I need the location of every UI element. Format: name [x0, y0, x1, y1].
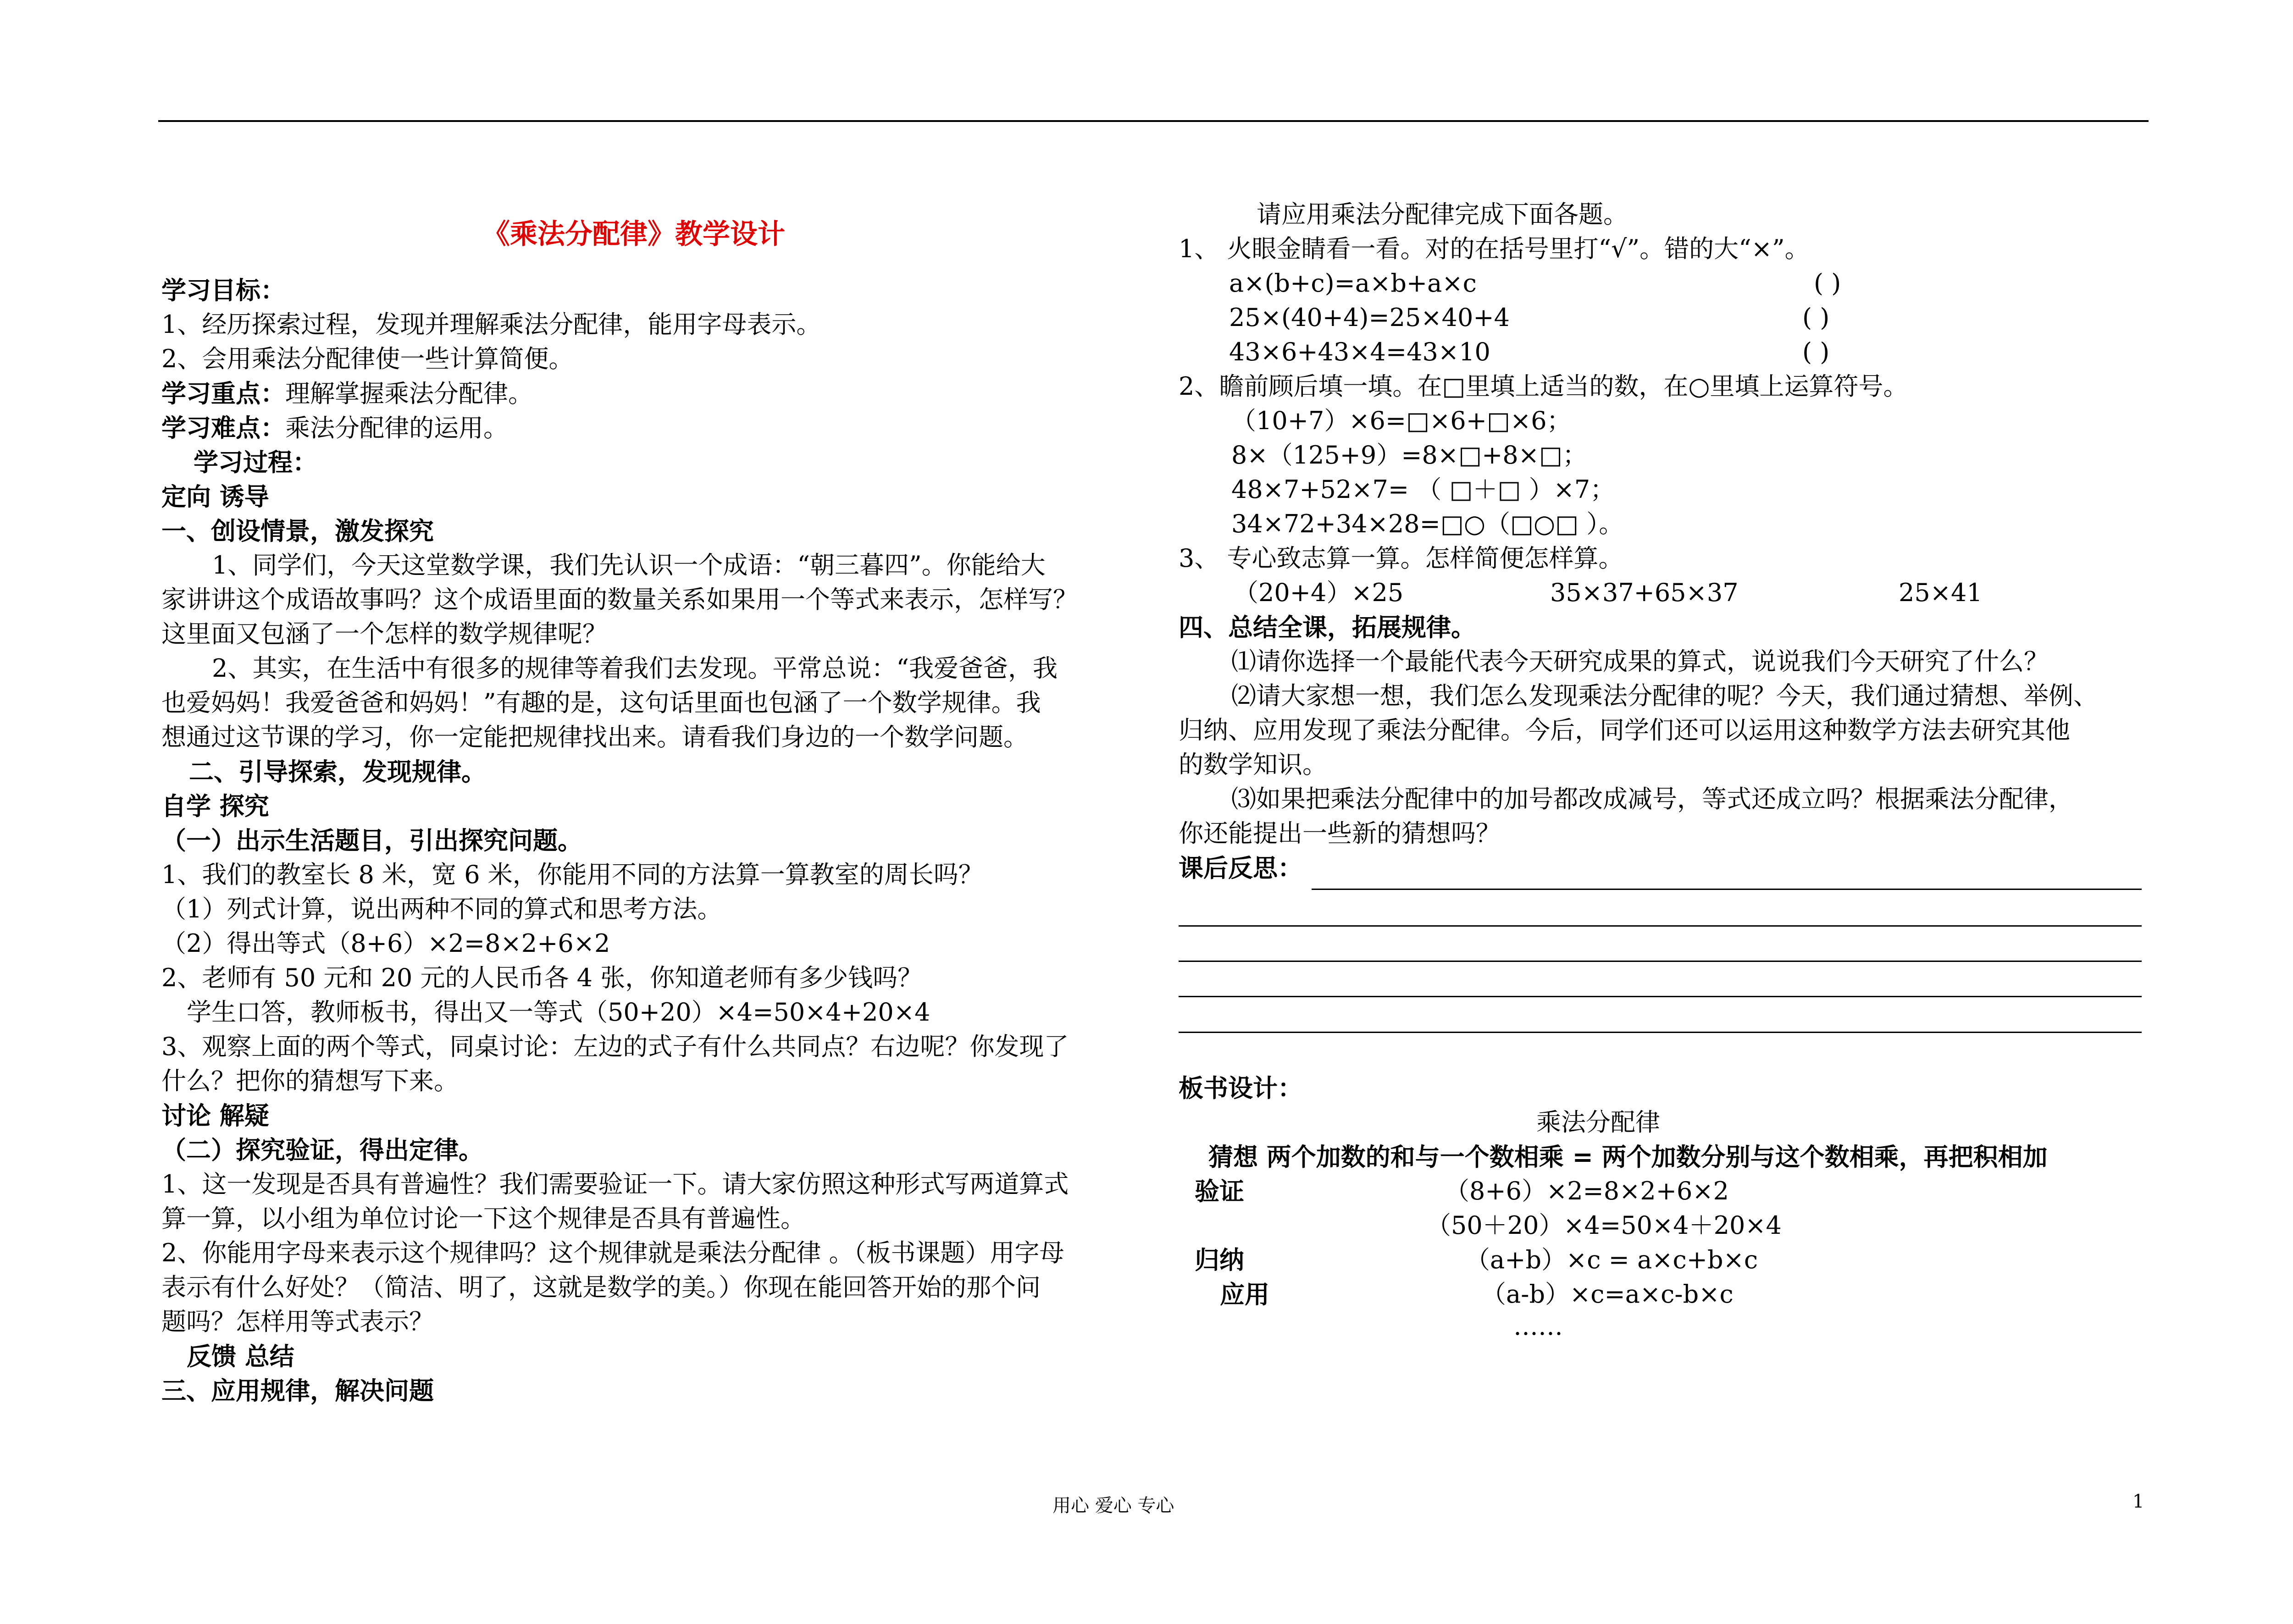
exercise-1b: 25×(40+4)=25×40+4: [1229, 303, 1510, 332]
summary-2-line-2: 归纳、应用发现了乘法分配律。今后，同学们还可以运用这种数学方法去研究其他: [1179, 716, 2070, 745]
exercise-1c-paren: ( ): [1802, 337, 1830, 366]
board-induce-label: 归纳: [1195, 1245, 1244, 1275]
section-3-heading: 三、应用规律，解决问题: [161, 1376, 434, 1405]
reflection-line-3: [1179, 961, 2142, 962]
exercise-3c: 25×41: [1899, 578, 1983, 607]
subsection-2-heading: （二）探究验证，得出定律。: [161, 1135, 483, 1165]
goal-2: 2、会用乘法分配律使一些计算简便。: [161, 344, 574, 373]
paragraph-2-line-1: 2、其实，在生活中有很多的规律等着我们去发现。平常总说：“我爱爸爸，我: [212, 654, 1058, 683]
question-1: 1、我们的教室长 8 米，宽 6 米，你能用不同的方法算一算教室的周长吗？: [161, 860, 983, 889]
board-verify-label: 验证: [1195, 1177, 1244, 1206]
paragraph-1-line-3: 这里面又包涵了一个怎样的数学规律呢？: [161, 619, 607, 648]
focus-row: [161, 378, 533, 409]
top-rule: [158, 120, 2149, 122]
board-verify-2: （50＋20）×4=50×4＋20×4: [1426, 1211, 1782, 1240]
difficulty-row: [161, 413, 508, 443]
question-1a: （1）列式计算，说出两种不同的算式和思考方法。: [161, 895, 722, 923]
exercise-2: 2、瞻前顾后填一填。在□里填上适当的数，在○里填上运算符号。: [1179, 372, 1908, 401]
goal-1: 1、经历探索过程，发现并理解乘法分配律，能用字母表示。: [161, 310, 821, 339]
step-feedback: 反馈 总结: [187, 1342, 294, 1371]
exercise-2d: 34×72+34×28=□○（□○□ ）。: [1231, 509, 1624, 538]
exercise-2b: 8×（125+9）=8×□+8×□；: [1231, 441, 1588, 470]
focus-text: 理解掌握乘法分配律。: [285, 379, 533, 408]
board-guess: 猜想 两个加数的和与一个数相乘 = 两个加数分别与这个数相乘，再把积相加: [1208, 1142, 2048, 1171]
process-heading: 学习过程：: [194, 447, 317, 477]
step-guide: 定向 诱导: [161, 482, 269, 511]
board-title: 乘法分配律: [1536, 1108, 1660, 1137]
paragraph-2-line-2: 也爱妈妈！我爱爸爸和妈妈！”有趣的是，这句话里面也包涵了一个数学规律。我: [161, 688, 1041, 717]
verify-2-line-2: 表示有什么好处？（简洁、明了，这就是数学的美。）你现在能回答开始的那个问: [161, 1273, 1041, 1302]
difficulty-text: 乘法分配律的运用。: [285, 414, 508, 442]
question-3-line-2: 什么？把你的猜想写下来。: [161, 1066, 459, 1095]
question-1b: （2）得出等式（8+6）×2=8×2+6×2: [161, 929, 610, 958]
goals-heading: 学习目标：: [161, 276, 285, 305]
exercise-1a: a×(b+c)=a×b+a×c: [1229, 269, 1477, 298]
section-4-heading: 四、总结全课，拓展规律。: [1179, 613, 1476, 642]
section-2-heading: 二、引导探索，发现规律。: [189, 757, 486, 786]
board-heading: 板书设计：: [1179, 1073, 1302, 1103]
exercise-2c: 48×7+52×7= （ □＋□ ）×7；: [1231, 475, 1615, 504]
focus-label: 学习重点：: [161, 379, 285, 408]
question-3-line-1: 3、观察上面的两个等式，同桌讨论：左边的式子有什么共同点？右边呢？你发现了: [161, 1032, 1069, 1061]
verify-2-line-1: 2、你能用字母来表示这个规律吗？这个规律就是乘法分配律 。（板书课题）用字母: [161, 1238, 1064, 1267]
paragraph-1-line-2: 家讲讲这个成语故事吗？这个成语里面的数量关系如果用一个等式来表示，怎样写？: [161, 585, 1078, 614]
subsection-1-heading: （一）出示生活题目，引出探究问题。: [161, 826, 582, 855]
summary-2-line-3: 的数学知识。: [1179, 750, 1327, 779]
board-apply: （a-b）×c=a×c-b×c: [1481, 1280, 1734, 1309]
board-apply-label: 应用: [1220, 1280, 1269, 1309]
reflection-line-5: [1179, 1032, 2142, 1033]
summary-2-line-1: ⑵请大家想一想，我们怎么发现乘法分配律的呢？今天，我们通过猜想、举例、: [1231, 681, 2098, 710]
summary-3-line-2: 你还能提出一些新的猜想吗？: [1179, 819, 1501, 848]
step-discuss: 讨论 解疑: [161, 1101, 269, 1130]
exercise-2a: （10+7）×6=□×6+□×6；: [1231, 406, 1572, 435]
reflection-line-2: [1179, 925, 2142, 927]
board-ellipsis: ……: [1513, 1312, 1563, 1341]
paragraph-2-line-3: 想通过这节课的学习，你一定能把规律找出来。请看我们身边的一个数学问题。: [161, 723, 1028, 751]
exercise-1b-paren: ( ): [1802, 303, 1830, 332]
exercise-3: 3、 专心致志算一算。怎样简便怎样算。: [1179, 544, 1623, 573]
verify-1-line-2: 算一算，以小组为单位讨论一下这个规律是否具有普遍性。: [161, 1204, 805, 1233]
footer-text: 用心 爱心 专心: [1052, 1495, 1174, 1516]
question-2a: 学生口答，教师板书，得出又一等式（50+20）×4=50×4+20×4: [187, 998, 930, 1027]
step-self: 自学 探究: [161, 791, 269, 821]
exercise-1a-paren: ( ): [1814, 269, 1841, 298]
verify-2-line-3: 题吗？怎样用等式表示？: [161, 1307, 434, 1336]
summary-1: ⑴请你选择一个最能代表今天研究成果的算式，说说我们今天研究了什么？: [1231, 647, 2049, 676]
section-1-heading: 一、创设情景，激发探究: [161, 516, 434, 546]
board-induce: （a+b）×c = a×c+b×c: [1465, 1245, 1758, 1274]
summary-3-line-1: ⑶如果把乘法分配律中的加号都改成减号，等式还成立吗？根据乘法分配律，: [1231, 784, 2073, 813]
exercise-1: 1、 火眼金睛看一看。对的在括号里打“√”。错的大“×”。: [1179, 234, 1810, 263]
difficulty-label: 学习难点：: [161, 413, 285, 442]
exercise-3a: （20+4）×25: [1234, 578, 1404, 607]
exercise-3b: 35×37+65×37: [1550, 578, 1739, 607]
page-title: 《乘法分配律》教学设计: [482, 218, 785, 250]
exercise-1c: 43×6+43×4=43×10: [1229, 337, 1490, 366]
question-2: 2、老师有 50 元和 20 元的人民币各 4 张，你知道老师有多少钱吗？: [161, 963, 923, 992]
board-verify-1: （8+6）×2=8×2+6×2: [1445, 1177, 1729, 1205]
paragraph-1-line-1: 1、同学们，今天这堂数学课，我们先认识一个成语：“朝三暮四”。你能给大: [212, 551, 1046, 580]
reflection-line-4: [1179, 996, 2142, 997]
reflection-line-1: [1312, 889, 2142, 890]
exercise-intro: 请应用乘法分配律完成下面各题。: [1257, 200, 1628, 229]
reflection-label: 课后反思：: [1179, 853, 1302, 883]
page-number: 1: [2132, 1491, 2144, 1512]
verify-1-line-1: 1、这一发现是否具有普遍性？我们需要验证一下。请大家仿照这种形式写两道算式: [161, 1170, 1069, 1199]
